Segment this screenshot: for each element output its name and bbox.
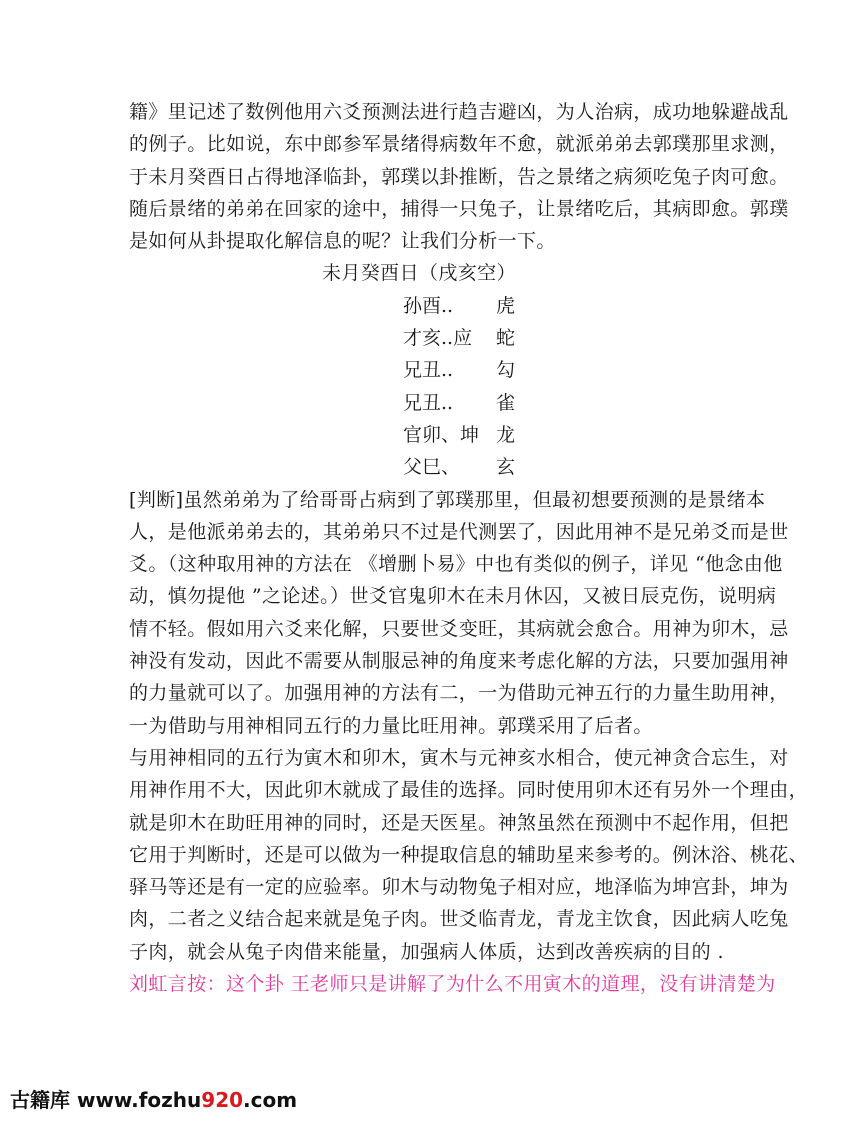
- gua-beast: 蛇: [496, 327, 516, 350]
- gua-row: [129, 451, 749, 483]
- text-line: 的力量就可以了。加强用神的方法有二，一为借助元神五行的力量生助用神，: [129, 682, 789, 705]
- text-line: 爻。（这种取用神的方法在 《增删卜易》中也有类似的例子，详见 “他念由他: [129, 553, 783, 576]
- text-line: [判断]虽然弟弟为了给哥哥占病到了郭璞那里，但最初想要预测的是景绪本: [129, 488, 766, 511]
- gua-beast: 玄: [496, 456, 516, 479]
- text-line: 的例子。比如说，东中郎参军景绪得病数年不愈，就派弟弟去郭璞那里求测，: [129, 133, 789, 156]
- text-line: 一为借助与用神相同五行的力量比旺用神。郭璞采用了后者。: [129, 714, 653, 737]
- document-body: [129, 96, 809, 1000]
- text-line: 随后景绪的弟弟在回家的途中，捕得一只兔子，让景绪吃后，其病即愈。郭璞: [129, 197, 789, 220]
- text-line: 神没有发动，因此不需要从制服忌神的角度来考虑化解的方法，只要加强用神: [129, 650, 789, 673]
- site-watermark[interactable]: [10, 1084, 297, 1113]
- text-line: 籍》里记述了数例他用六爻预测法进行趋吉避凶，为人治病，成功地躲避战乱: [129, 101, 789, 123]
- site-name: 古籍库: [10, 1088, 70, 1112]
- text-line: 它用于判断时，还是可以做为一种提取信息的辅助星来参考的。例沐浴、桃花、: [129, 843, 809, 866]
- site-url-number: 920: [201, 1088, 244, 1112]
- gua-row: [129, 387, 749, 419]
- gua-row: [129, 419, 749, 451]
- gua-yao: 兄丑..: [403, 391, 454, 414]
- site-url: www.fozhu920.com: [76, 1088, 298, 1112]
- editor-note: 刘虹言按：这个卦 王老师只是讲解了为什么不用寅木的道理，没有讲清楚为: [129, 973, 776, 996]
- gua-yao: 才亥..应: [403, 327, 473, 350]
- text-line: 动，慎勿提他 ”之论述。）世爻官鬼卯木在未月休囚，又被日辰克伤，说明病: [129, 585, 777, 608]
- text-line: 情不轻。假如用六爻来化解，只要世爻变旺，其病就会愈合。用神为卯木，忌: [129, 617, 789, 640]
- text-line: 子肉，就会从兔子肉借来能量，加强病人体质，达到改善疾病的目的 .: [129, 940, 724, 963]
- gua-heading: 未月癸酉日（戌亥空）: [321, 262, 516, 285]
- gua-row: [129, 322, 749, 354]
- gua-yao: 兄丑..: [403, 359, 454, 382]
- gua-beast: 龙: [496, 423, 516, 446]
- gua-beast: 勾: [496, 359, 516, 382]
- gua-yao: 父巳、: [403, 456, 461, 479]
- paragraph-judgement: [129, 484, 789, 742]
- text-line: 于未月癸酉日占得地泽临卦，郭璞以卦推断，告之景绪之病须吃兔子肉可愈。: [129, 165, 789, 188]
- text-line: 肉，二者之义结合起来就是兔子肉。世爻临青龙，青龙主饮食，因此病人吃兔: [129, 908, 789, 931]
- gua-row: [129, 354, 749, 386]
- gua-beast: 虎: [496, 294, 516, 317]
- paragraph-intro: [129, 96, 789, 257]
- gua-yao: 官卯、坤: [403, 423, 480, 446]
- gua-chart: [129, 257, 749, 483]
- text-line: 驿马等还是有一定的应验率。卯木与动物兔子相对应，地泽临为坤宫卦，坤为: [129, 876, 789, 899]
- text-line: 就是卯木在助旺用神的同时，还是天医星。神煞虽然在预测中不起作用，但把: [129, 811, 789, 834]
- gua-row: [129, 290, 749, 322]
- text-line: 与用神相同的五行为寅木和卯木，寅木与元神亥水相合，使元神贪合忘生，对: [129, 746, 789, 769]
- text-line: 是如何从卦提取化解信息的呢？让我们分析一下。: [129, 230, 556, 253]
- paragraph-analysis: [129, 742, 809, 968]
- gua-beast: 雀: [496, 391, 516, 414]
- gua-yao: 孙酉..: [403, 294, 454, 317]
- text-line: 人，是他派弟弟去的，其弟弟只不过是代测罢了，因此用神不是兄弟爻而是世: [129, 520, 789, 543]
- text-line: 用神作用不大，因此卯木就成了最佳的选择。同时使用卯木还有另外一个理由，: [129, 779, 809, 802]
